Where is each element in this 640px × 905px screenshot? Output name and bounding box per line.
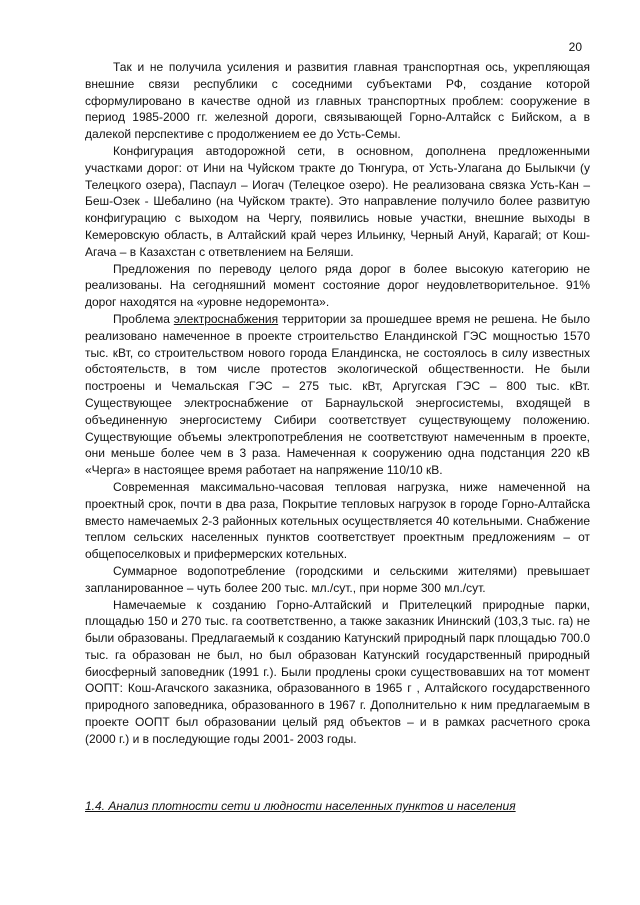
page-number: 20 bbox=[568, 40, 582, 54]
section-heading: 1.4. Анализ плотности сети и людности населенных пунктов и населения bbox=[85, 799, 516, 813]
power-supply-intro: Проблема bbox=[113, 311, 174, 326]
paragraph-road-network: Конфигурация автодорожной сети, в основном, дополнена предложенными участками дорог: от Ини на Чуйском тракте до Тюнгура, от Усть-Улагана до Былыкчи (у Телецкого озера), Паспаул – Иогач (Телецкое озеро). Не реализована связка Усть-Кан – Беш-Озек - Шебалино (на Чуйском тракте). Это направление получило более развитую конфигурацию с выходом на Чергу, появились новые участки, внешние выходы в Кемеровскую область, в Алтайский край через Ильинку, Черный Ануй, Карагай; от Кош-Агача – в Казахстан с ответвлением на Беляши. bbox=[85, 143, 590, 259]
paragraph-transport-axis: Так и не получила усиления и развития главная транспортная ось, укрепляющая внешние связи республики с соседними субъектами РФ, создание которой сформулировано в качестве одной из главных транспортных проблем: сооружение в период 1985-2000 гг. железной дороги, связывающей Горно-Алтайск с Бийском, а в далекой перспективе с продолжением ее до Усть-Семы. bbox=[85, 60, 590, 142]
paragraph-heat-load: Современная максимально-часовая тепловая нагрузка, ниже намеченной на проектный срок, почти в два раза, Покрытие тепловых нагрузок в городе Горно-Алтайска вместо намечаемых 2-3 районных котельных осуществляется 40 котельными. Снабжение теплом сельских населенных пунктов соответствует проектным предложениям – от общепоселковых и прифермерских котельных. bbox=[85, 479, 590, 562]
body-text bbox=[85, 59, 590, 748]
paragraph-road-category: Предложения по переводу целого ряда дорог в более высокую категорию не реализованы. На сегодняшний момент состояние дорог неудовлетворительное. 91% дорог находятся на «уровне недоремонта». bbox=[85, 261, 590, 310]
power-supply-body: территории за прошедшее время не решена. Не было реализовано намеченное в проекте строительство Еландинской ГЭС мощностью 1570 тыс. кВт, со строительством нового города Еландинска, не состоялось в силу известных обстоятельств, в том числе протестов экологической общественности. Не были построены и Чемальская ГЭС – 275 тыс. кВт, Аргугская ГЭС – 800 тыс. кВт. Существующее электроснабжение от Барнаульской энергосистемы, входящей в объединенную энергосистему Сибири соответствует существующему положению. Существующие объемы электропотребления не соответствуют намеченным в проекте, они меньше более чем в 3 раза. Намеченная к сооружению одна подстанция 220 кВ «Черга» в настоящее время работает на напряжение 110/10 кВ. bbox=[85, 311, 590, 478]
paragraph-water-consumption: Суммарное водопотребление (городскими и сельскими жителями) превышает запланированное – чуть более 200 тыс. мл./сут., при норме 300 мл./сут. bbox=[85, 563, 590, 595]
paragraph-power-supply bbox=[85, 311, 590, 479]
power-supply-keyword: электроснабжения bbox=[173, 311, 279, 326]
paragraph-protected-areas: Намечаемые к созданию Горно-Алтайский и Прителецкий природные парки, площадью 150 и 270 тыс. га соответственно, а также заказник Ининский (103,3 тыс. га) не были образованы. Предлагаемый к созданию Катунский природный парк площадью 700.0 тыс. га образован не был, но был образован Катунский государственный природный биосферный заповедник (1991 г.). Были продлены сроки существовавших на тот момент ООПТ: Кош-Агачского заказника, образованного в 1965 г , Алтайского государственного природного заповедника, образованного в 1967 г. Дополнительно к ним предлагаемым в проекте ООПТ был образовании целый ряд объектов – и в рамках расчетного срока (2000 г.) и в последующие годы 2001- 2003 годы. bbox=[85, 597, 590, 746]
